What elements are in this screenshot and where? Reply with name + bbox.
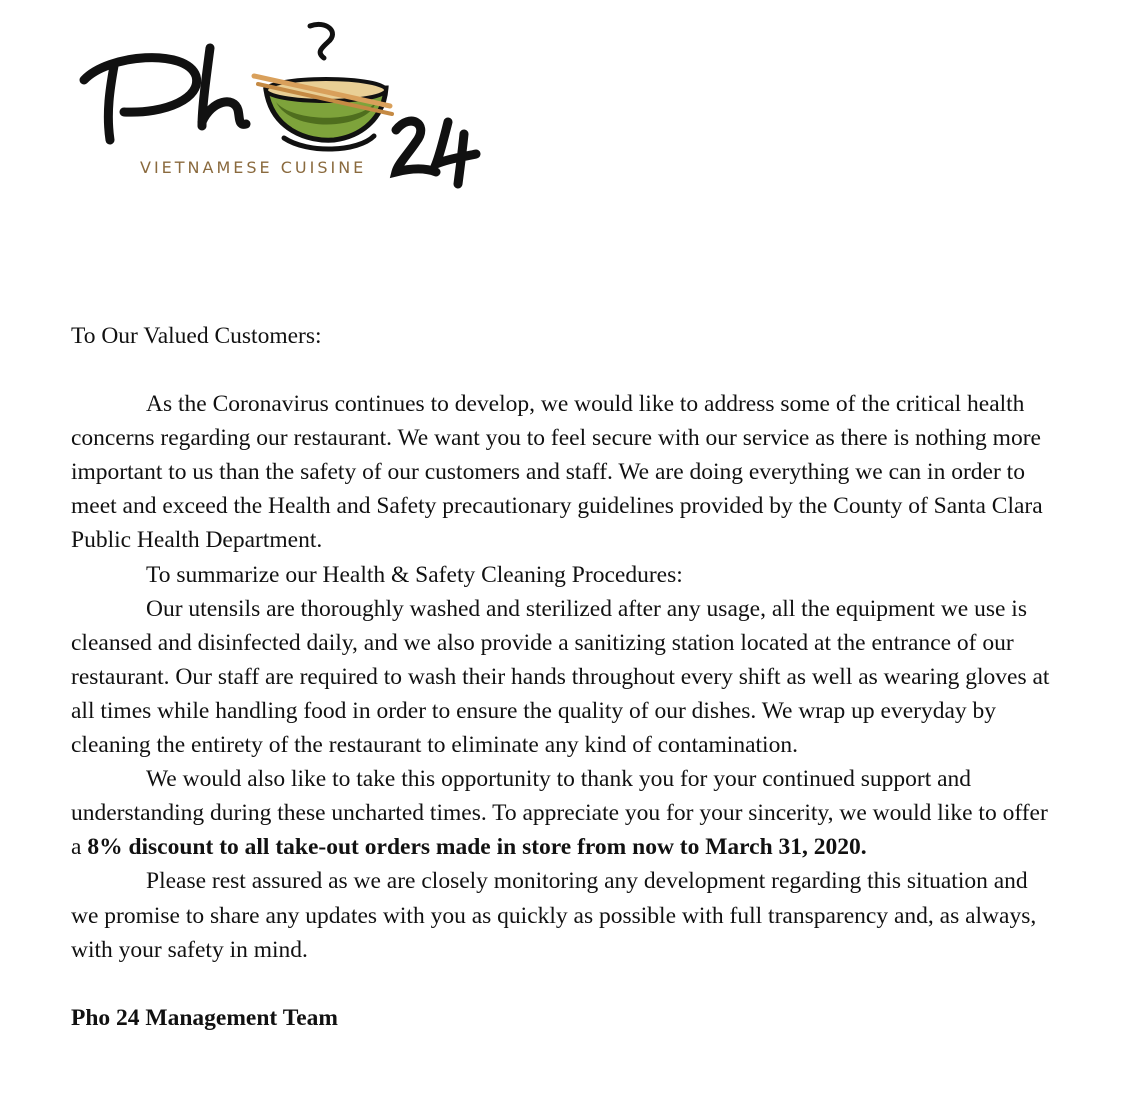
paragraph-closing: Please rest assured as we are closely monitoring any development regarding this situation and we promise to share any updates with you as quickly as possible with full transparency and, as always, with your safety in mind. — [71, 868, 1037, 963]
paragraph-procedures-heading: To summarize our Health & Safety Cleaning Procedures: — [146, 561, 683, 588]
letter-body — [71, 319, 1056, 1035]
logo-digit-2 — [396, 121, 436, 172]
discount-highlight: 8% discount to all take-out orders made in store from now to March 31, 2020. — [87, 834, 867, 861]
logo-letter-p — [84, 58, 197, 140]
logo-hook — [310, 24, 333, 58]
salutation: To Our Valued Customers: — [71, 323, 322, 349]
logo-letter-h — [202, 48, 246, 126]
paragraph-cleaning-procedures: Our utensils are thoroughly washed and sterilized after any usage, all the equipment we use is cleansed and disinfected daily, and we also provide a sanitizing station located at the entrance of our restaurant. Our staff are required to wash their hands throughout every shift as well as wearing gloves at all times while handling food in order to ensure the quality of our dishes. We wrap up everyday by cleaning the entirety of the restaurant to eliminate any kind of contamination. — [71, 595, 1050, 759]
signature: Pho 24 Management Team — [71, 1004, 338, 1031]
logo-tagline: VIETNAMESE CUISINE — [140, 158, 367, 177]
discount-intro-text: We would also like to take this opportunity to thank you for your continued support and understanding during these uncharted times. To appreciate you for your sincerity, we would like to offer a — [71, 766, 1048, 861]
noodle-bowl-icon — [254, 76, 392, 149]
logo-digit-4 — [436, 122, 476, 184]
paragraph-coronavirus-intro: As the Coronavirus continues to develop, we would like to address some of the critical health concerns regarding our restaurant. We want you to feel secure with our service as there is nothing more important to us than the safety of our customers and staff. We are doing everything we can in order to meet and exceed the Health and Safety precautionary guidelines provided by the County of Santa Clara Public Health Department. — [71, 391, 1043, 554]
paragraph-discount-offer — [71, 762, 1056, 864]
pho24-logo — [78, 18, 488, 198]
